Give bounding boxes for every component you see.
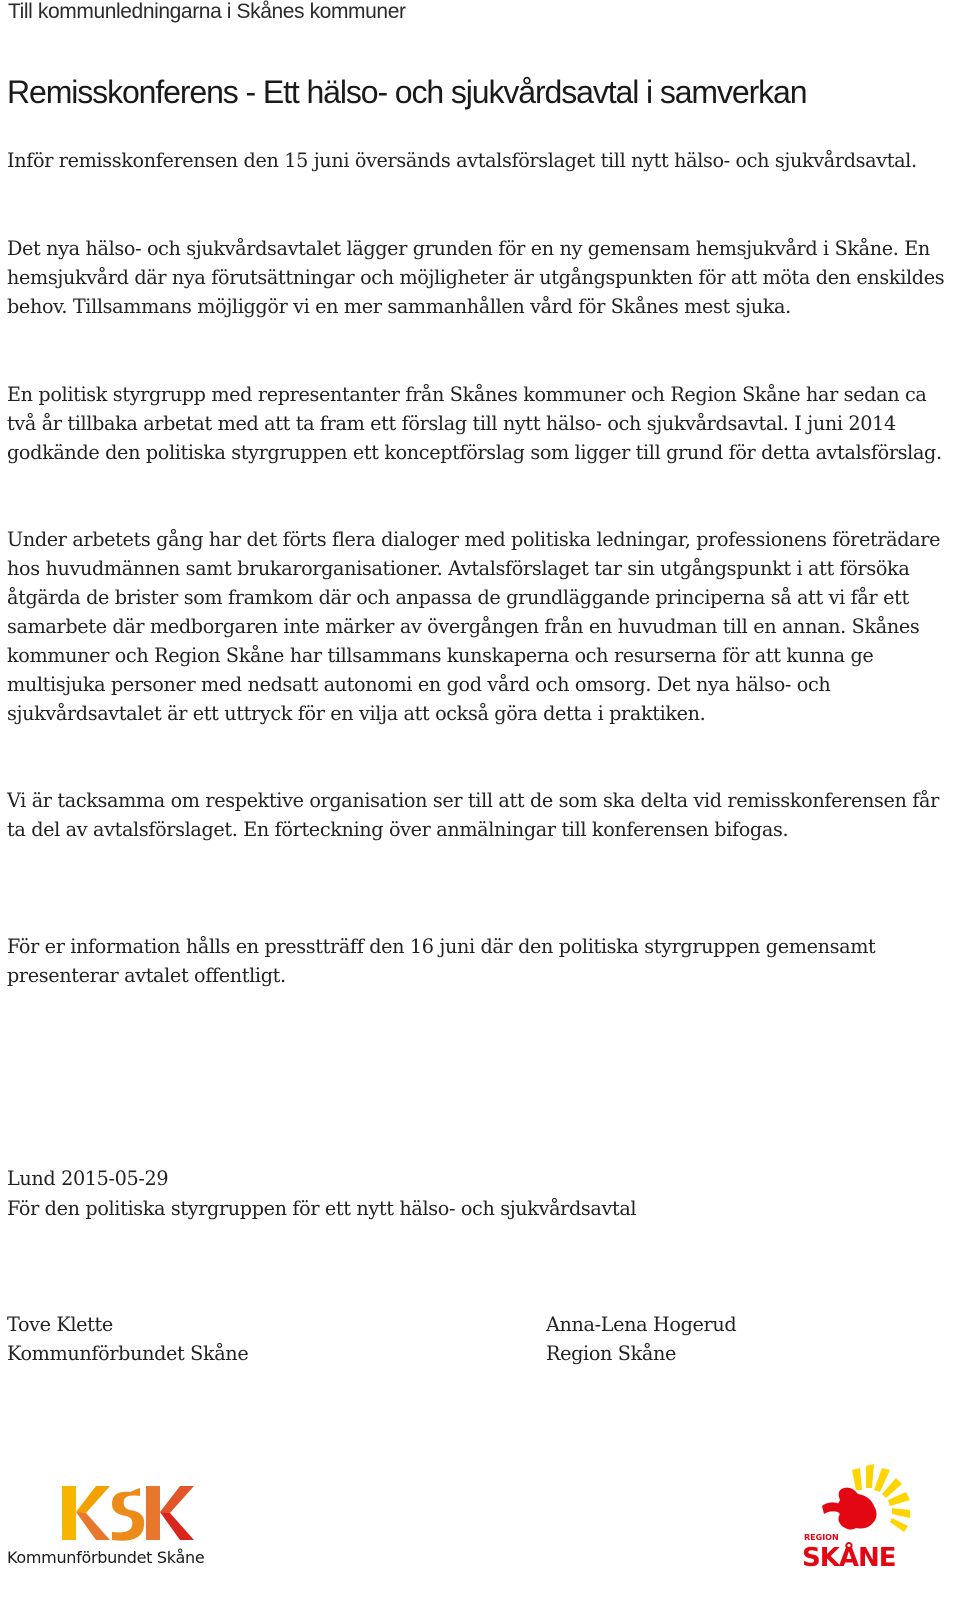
place-date: Lund 2015-05-29	[7, 1167, 169, 1190]
addressee-line: Till kommunledningarna i Skånes kommuner	[8, 0, 406, 23]
paragraph-hemsjukvard: Det nya hälso- och sjukvårdsavtalet lägger grunden för en ny gemensam hemsjukvård i Skåne. En hemsjukvård där nya förutsättningar och möjligheter är utgångspunkten för att möta den enskildes behov. Tillsammans möjliggör vi en mer sammanhållen vård för Skånes mest sjuka.	[7, 237, 945, 318]
signatory-organization: Region Skåne	[546, 1342, 676, 1365]
closing-line: För den politiska styrgruppen för ett nytt hälso- och sjukvårdsavtal	[7, 1197, 637, 1220]
paragraph-remisskonferens: Vi är tacksamma om respektive organisation ser till att de som ska delta vid remisskonferensen får ta del av avtalsförslaget. En förteckning över anmälningar till konferensen bifogas.	[7, 789, 939, 841]
signatory-organization: Kommunförbundet Skåne	[7, 1342, 249, 1365]
region-small-text: REGION	[804, 1533, 839, 1542]
letter-title: Remisskonferens - Ett hälso- och sjukvårdsavtal i samverkan	[7, 74, 807, 110]
paragraph-presstraff: För er information hålls en presstträff den 16 juni där den politiska styrgruppen gemensamt presenterar avtalet offentligt.	[7, 935, 876, 987]
signatory-left	[7, 1310, 248, 1368]
paragraph-dialoger: Under arbetets gång har det förts flera dialoger med politiska ledningar, professionens företrädare hos huvudmännen samt brukarorganisationer. Avtalsförslaget tar sin utgångspunkt i att försöka åtgärda de brister som framkom där och anpassa de grundläggande principerna så att vi får ett samarbete där medborgaren inte märker av övergången från en huvudman till en annan. Skånes kommuner och Region Skåne har tillsammans kunskaperna och resurserna för att kunna ge multisjuka personer med nedsatt autonomi en god vård och omsorg. Det nya hälso- och sjukvårdsavtalet är ett uttryck för en vilja att också göra detta i praktiken.	[7, 528, 941, 725]
griffin-sun-icon	[800, 1460, 920, 1570]
ksk-logo-caption: Kommunförbundet Skåne	[7, 1548, 205, 1567]
paragraph-styrgrupp: En politisk styrgrupp med representanter från Skånes kommuner och Region Skåne har sedan ca två år tillbaka arbetat med att ta fram ett förslag till nytt hälso- och sjukvårdsavtal. I juni 2014 godkände den politiska styrgruppen ett konceptförslag som ligger till grund för detta avtalsförslag.	[7, 383, 942, 464]
skane-big-text: SKÅNE	[802, 1543, 896, 1570]
signatory-name: Tove Klette	[7, 1313, 113, 1336]
signatory-name: Anna-Lena Hogerud	[546, 1313, 737, 1336]
paragraph-intro: Inför remisskonferensen den 15 juni översänds avtalsförslaget till nytt hälso- och sjukvårdsavtal.	[7, 149, 917, 172]
signatory-right	[546, 1310, 736, 1368]
